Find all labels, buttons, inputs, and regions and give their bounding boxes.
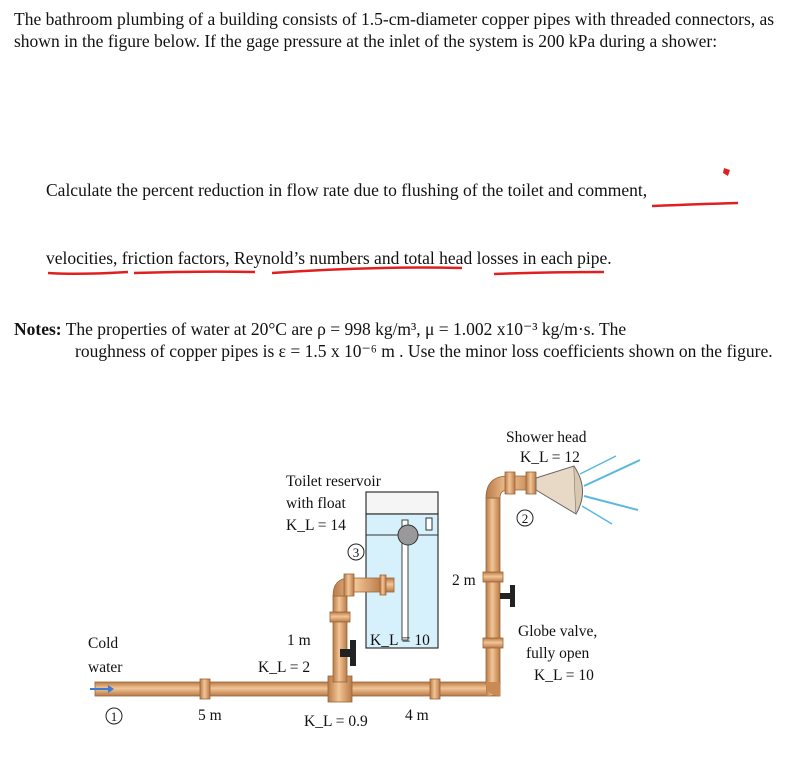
toilet-valve-kl-label: K_L = 10: [370, 632, 430, 649]
notes-label: Notes:: [14, 319, 62, 339]
water-label: water: [88, 659, 123, 676]
shower-riser-pipe: [486, 498, 500, 684]
task-line-2: velocities, friction factors, Reynold’s numbers and total head losses in each pipe.: [46, 248, 612, 268]
problem-intro: The bathroom plumbing of a building consists of 1.5-cm-diameter copper pipes with threaded connectors, as shown in the figure below. If the gage pressure at the inlet of the system is 200 kPa during a shower:: [14, 9, 775, 51]
cold-label: Cold: [88, 635, 119, 652]
shower-head-label: Shower head: [506, 429, 587, 446]
node-marker-3: [348, 544, 364, 560]
task-line-1: Calculate the percent reduction in flow rate due to flushing of the toilet and comment,: [46, 180, 648, 200]
toilet-kl-label: K_L = 14: [286, 517, 346, 534]
length-4m-label: 4 m: [405, 707, 429, 724]
svg-text:3: 3: [352, 545, 360, 560]
globe-valve-label-1: Globe valve,: [518, 623, 598, 640]
length-1m-label: 1 m: [287, 632, 311, 649]
toilet-label-1: Toilet reservoir: [286, 473, 381, 490]
kl2-label: K_L = 2: [258, 659, 311, 676]
node-marker-1: [106, 708, 122, 724]
svg-text:2: 2: [521, 511, 529, 526]
toilet-reservoir: [366, 492, 438, 648]
shower-head: [536, 456, 640, 524]
length-5m-label: 5 m: [198, 707, 222, 724]
globe-valve-kl-label: K_L = 10: [534, 667, 594, 684]
globe-valve-label-2: fully open: [526, 645, 590, 662]
globe-valve: [500, 585, 515, 607]
svg-text:1: 1: [110, 709, 118, 724]
toilet-label-2: with float: [286, 495, 346, 512]
notes-line-1: The properties of water at 20°C are ρ = 998 kg/m³, μ = 1.002 x10⁻³ kg/m·s. The: [65, 319, 627, 339]
shower-kl-label: K_L = 12: [520, 449, 580, 466]
length-2m-label: 2 m: [452, 572, 476, 589]
notes-line-2: roughness of copper pipes is ε = 1.5 x 10⁻⁶ m . Use the minor loss coefficients shown on the figure.: [75, 341, 773, 361]
tee-kl-label: K_L = 0.9: [304, 713, 368, 730]
node-marker-2: [517, 510, 533, 526]
